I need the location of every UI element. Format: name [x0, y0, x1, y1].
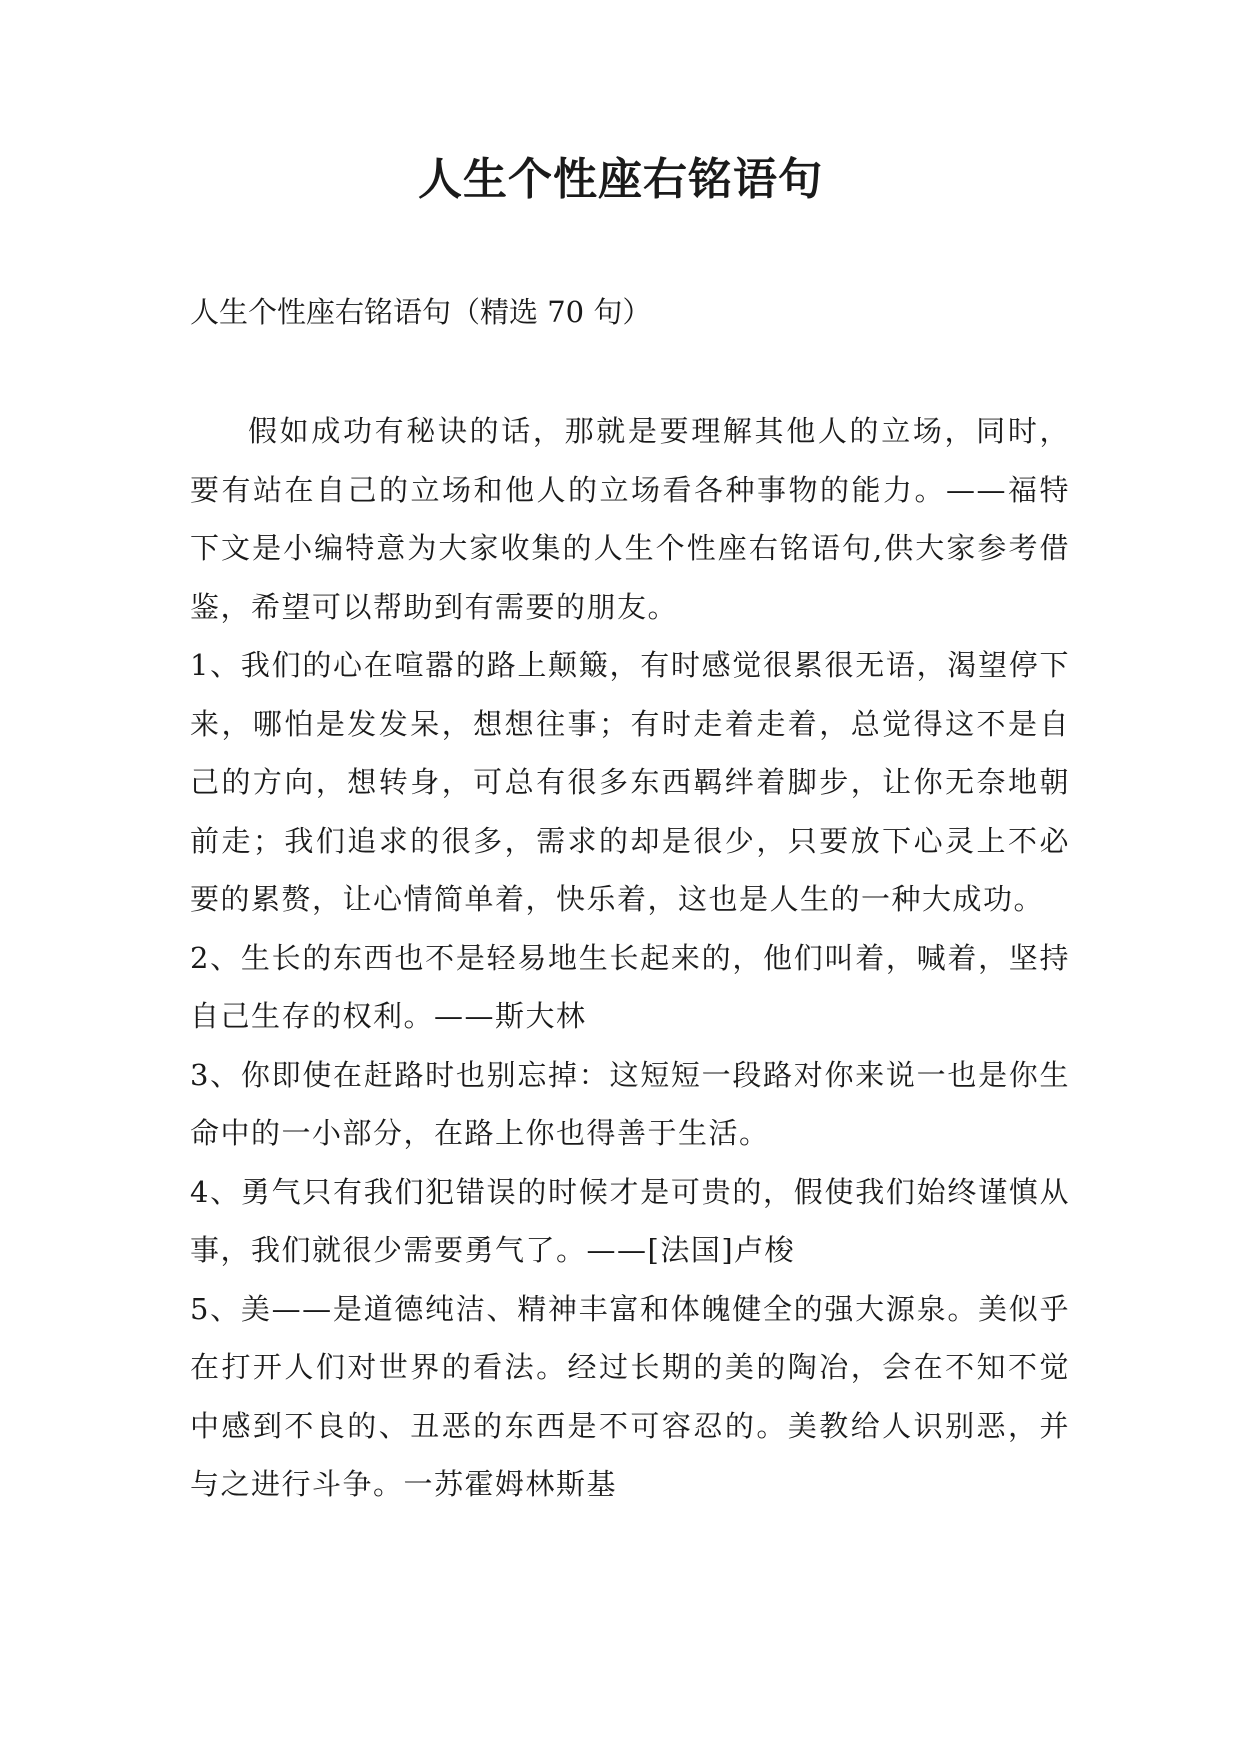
intro-paragraph: 假如成功有秘诀的话，那就是要理解其他人的立场，同时，要有站在自己的立场和他人的立场看各种事物的能力。——福特下文是小编特意为大家收集的人生个性座右铭语句,供大家参考借鉴，希望可以帮助到有需要的朋友。: [190, 414, 1070, 624]
document-body: [190, 402, 1070, 1514]
quote-item-3: 3、你即使在赶路时也别忘掉：这短短一段路对你来说一也是你生命中的一小部分，在路上你也得善于生活。: [190, 1057, 1070, 1150]
quote-item-2: 2、生长的东西也不是轻易地生长起来的，他们叫着，喊着，坚持自己生存的权利。——斯大林: [190, 940, 1070, 1033]
document-title: 人生个性座右铭语句: [418, 154, 823, 205]
quote-item-1: 1、我们的心在喧嚣的路上颠簸，有时感觉很累很无语，渴望停下来，哪怕是发发呆，想想往事；有时走着走着，总觉得这不是自己的方向，想转身，可总有很多东西羁绊着脚步，让你无奈地朝前走；我们追求的很多，需求的却是很少，只要放下心灵上不必要的累赘，让心情简单着，快乐着，这也是人生的一种大成功。: [190, 648, 1070, 916]
quote-item-4: 4、勇气只有我们犯错误的时候才是可贵的，假使我们始终谨慎从事，我们就很少需要勇气了。——[法国]卢梭: [190, 1174, 1070, 1267]
quote-item-5: 5、美——是道德纯洁、精神丰富和体魄健全的强大源泉。美似乎在打开人们对世界的看法。经过长期的美的陶冶，会在不知不觉中感到不良的、丑恶的东西是不可容忍的。美教给人识别恶，并与之进行斗争。一苏霍姆林斯基: [190, 1291, 1070, 1501]
document-subtitle: 人生个性座右铭语句（精选 70 句）: [190, 295, 652, 329]
